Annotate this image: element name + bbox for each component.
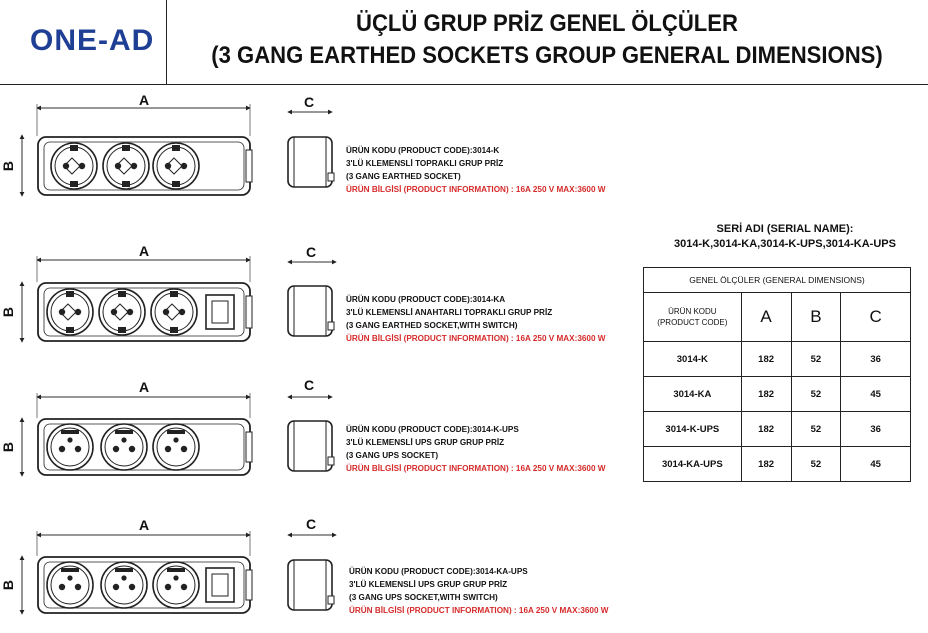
- product-info-3014-ka: [346, 293, 605, 345]
- serial-name-block: [640, 222, 928, 252]
- product-desc-tr: 3'LÜ KLEMENSLİ TOPRAKLI GRUP PRİZ: [346, 158, 504, 168]
- dim-b-label: B: [0, 441, 17, 453]
- cell-code: 3014-K: [644, 342, 742, 377]
- header-a: A: [741, 293, 791, 342]
- cell-code: 3014-KA: [644, 377, 742, 412]
- header-c: C: [841, 293, 911, 342]
- product-code: ÜRÜN KODU (PRODUCT CODE):3014-KA-UPS: [349, 566, 528, 576]
- page-title-english: (3 GANG EARTHED SOCKETS GROUP GENERAL DIMENSIONS): [211, 42, 883, 69]
- dimensions-table: [643, 267, 911, 482]
- product-code: ÜRÜN KODU (PRODUCT CODE):3014-K-UPS: [346, 424, 519, 434]
- product-information: ÜRÜN BİLGİSİ (PRODUCT INFORMATION) : 16A 250 V MAX:3600 W: [346, 333, 606, 343]
- table-row: [644, 342, 911, 377]
- cell-code: 3014-K-UPS: [644, 412, 742, 447]
- table-header-row: [644, 293, 911, 342]
- cell-c: 45: [841, 447, 911, 482]
- drawing-3014-ka-ups: [22, 531, 336, 614]
- cell-code: 3014-KA-UPS: [644, 447, 742, 482]
- cell-b: 52: [791, 447, 841, 482]
- product-desc-en: (3 GANG EARTHED SOCKET): [346, 171, 461, 181]
- drawing-3014-k-ups: [22, 393, 334, 476]
- table-row: [644, 377, 911, 412]
- header-b: B: [791, 293, 841, 342]
- product-desc-tr: 3'LÜ KLEMENSLİ UPS GRUP GRUP PRİZ: [346, 437, 505, 447]
- product-code: ÜRÜN KODU (PRODUCT CODE):3014-K: [346, 145, 500, 155]
- dim-a-label: A: [139, 243, 150, 259]
- cell-b: 52: [791, 342, 841, 377]
- cell-b: 52: [791, 412, 841, 447]
- product-desc-tr: 3'LÜ KLEMENSLİ UPS GRUP GRUP PRİZ: [349, 579, 508, 589]
- product-desc-tr: 3'LÜ KLEMENSLİ ANAHTARLI TOPRAKLI GRUP PRİZ: [346, 307, 553, 317]
- dim-a-label: A: [139, 517, 150, 533]
- dim-c-label: C: [304, 94, 315, 110]
- product-info-3014-k-ups: [346, 423, 605, 475]
- cell-a: 182: [741, 377, 791, 412]
- product-info-3014-ka-ups: [349, 565, 608, 617]
- header-code-en: (PRODUCT CODE): [657, 318, 728, 327]
- page-title-turkish: ÜÇLÜ GRUP PRİZ GENEL ÖLÇÜLER: [356, 10, 738, 37]
- serial-names: 3014-K,3014-KA,3014-K-UPS,3014-KA-UPS: [674, 238, 896, 250]
- dim-c-label: C: [306, 244, 317, 260]
- cell-a: 182: [741, 447, 791, 482]
- product-info-3014-k: [346, 144, 605, 196]
- dim-a-label: A: [139, 92, 150, 108]
- drawing-3014-k: [22, 104, 334, 196]
- header-product-code: [644, 293, 742, 342]
- dim-b-label: B: [0, 306, 17, 318]
- header-code-tr: ÜRÜN KODU: [668, 307, 717, 316]
- table-caption: GENEL ÖLÇÜLER (GENERAL DIMENSIONS): [644, 268, 911, 293]
- product-desc-en: (3 GANG UPS SOCKET): [346, 450, 439, 460]
- product-information: ÜRÜN BİLGİSİ (PRODUCT INFORMATION) : 16A 250 V MAX:3600 W: [346, 463, 606, 473]
- product-code: ÜRÜN KODU (PRODUCT CODE):3014-KA: [346, 294, 506, 304]
- product-desc-en: (3 GANG UPS SOCKET,WITH SWITCH): [349, 592, 498, 602]
- product-desc-en: (3 GANG EARTHED SOCKET,WITH SWITCH): [346, 320, 518, 330]
- company-logo: ONE-AD: [30, 24, 155, 57]
- dim-c-label: C: [306, 516, 317, 532]
- cell-a: 182: [741, 342, 791, 377]
- dim-c-label: C: [304, 377, 315, 393]
- cell-b: 52: [791, 377, 841, 412]
- cell-c: 36: [841, 412, 911, 447]
- product-information: ÜRÜN BİLGİSİ (PRODUCT INFORMATION) : 16A 250 V MAX:3600 W: [346, 184, 606, 194]
- cell-c: 36: [841, 342, 911, 377]
- table-row: [644, 412, 911, 447]
- product-information: ÜRÜN BİLGİSİ (PRODUCT INFORMATION) : 16A 250 V MAX:3600 W: [349, 605, 609, 615]
- cell-c: 45: [841, 377, 911, 412]
- cell-a: 182: [741, 412, 791, 447]
- dim-b-label: B: [0, 579, 17, 591]
- dim-b-label: B: [0, 160, 17, 172]
- serial-title: SERİ ADI (SERIAL NAME):: [716, 223, 854, 235]
- table-row: [644, 447, 911, 482]
- dim-a-label: A: [139, 379, 150, 395]
- drawing-3014-ka: [22, 256, 336, 342]
